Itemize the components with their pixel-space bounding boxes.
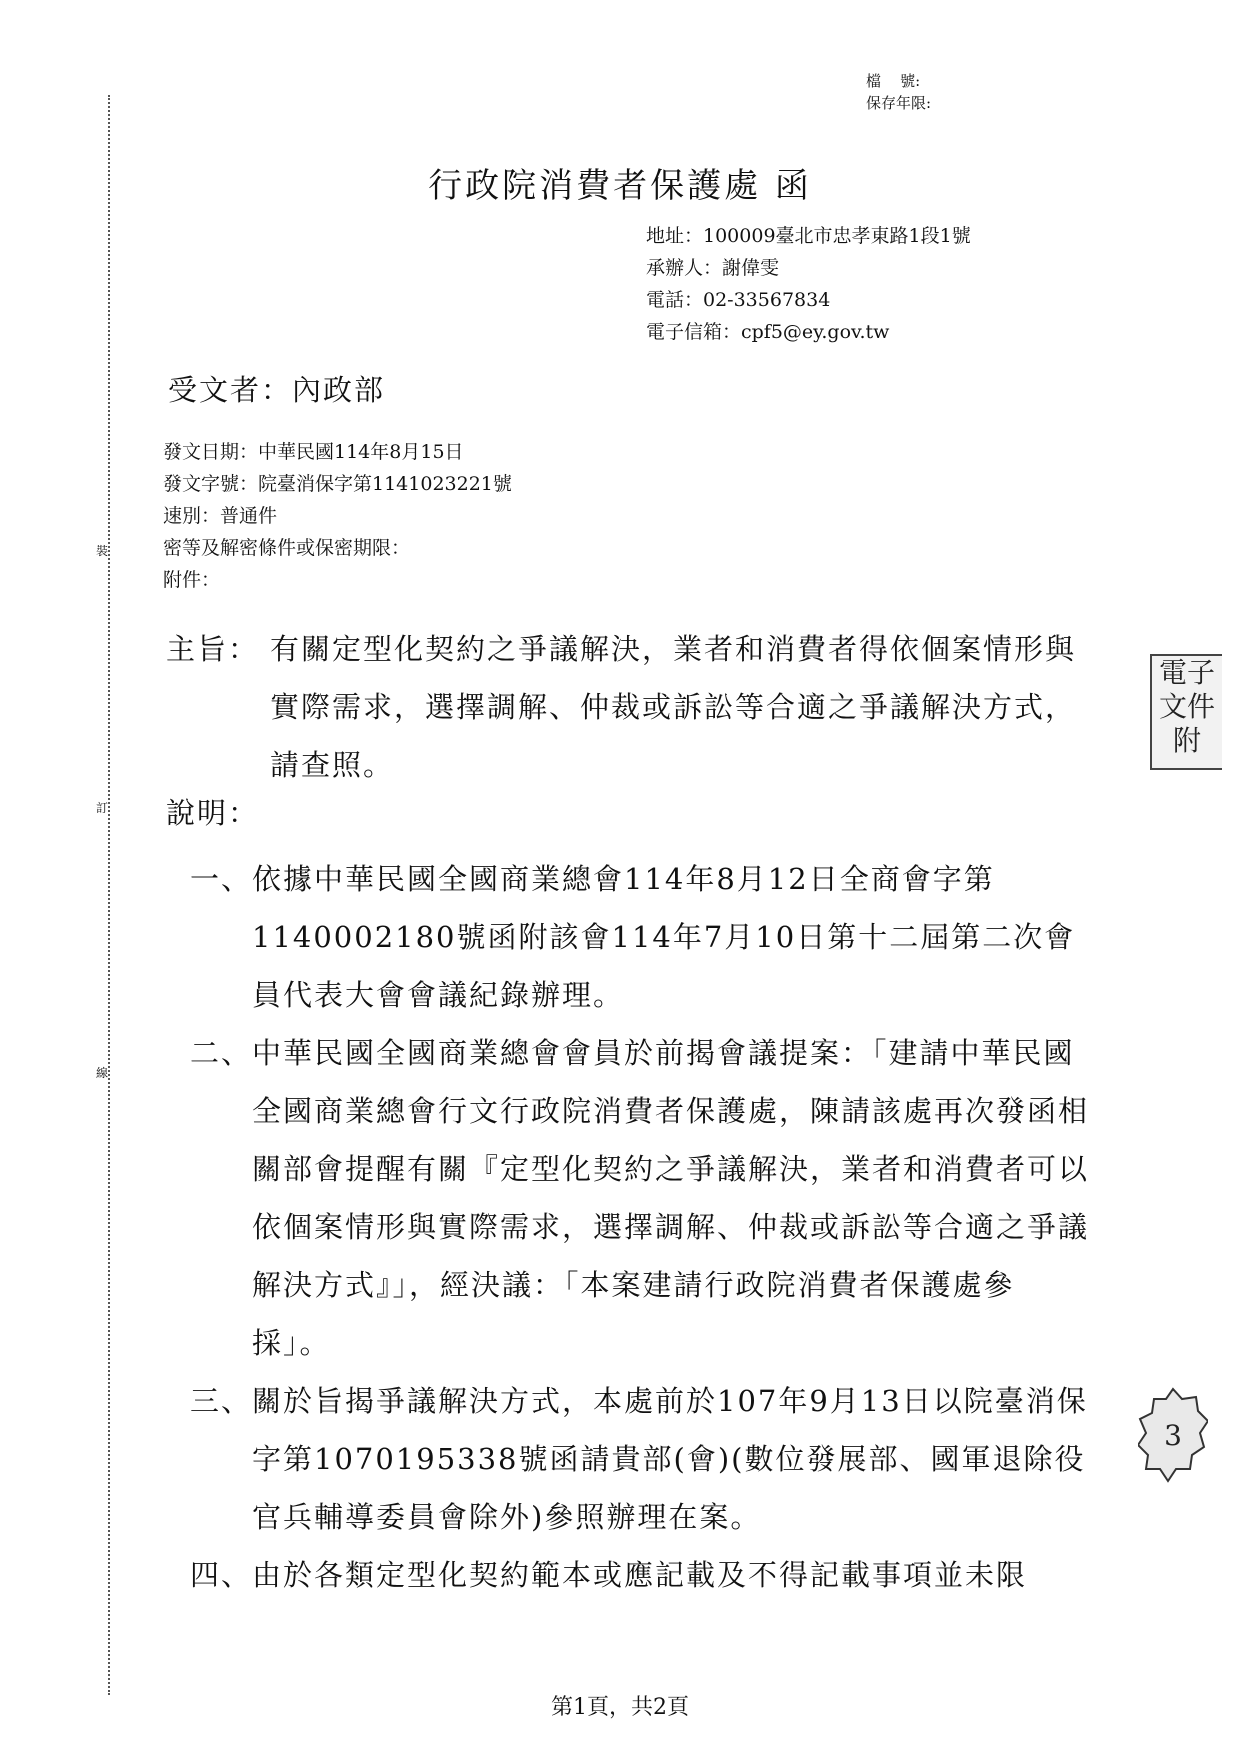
subject-section — [166, 620, 1096, 794]
explanation-item — [190, 850, 1090, 1024]
item-text: 關於旨揭爭議解決方式，本處前於107年9月13日以院臺消保字第1070195338號函請貴部(會)(數位發展部、國軍退除役官兵輔導委員會除外)參照辦理在案。 — [252, 1384, 1088, 1534]
page-footer: 第1頁，共2頁 — [551, 1695, 689, 1720]
sender-officer: 承辦人：謝偉雯 — [646, 257, 780, 279]
retention-period-label: 保存年限: — [866, 94, 932, 112]
sender-email: 電子信箱：cpf5@ey.gov.tw — [646, 321, 890, 343]
item-number: 三、 — [190, 1384, 253, 1418]
document-meta — [163, 436, 512, 596]
binding-mark-ding: 訂 — [96, 801, 109, 815]
subject-label: 主旨： — [166, 632, 260, 666]
page-seal-icon — [1138, 1385, 1208, 1495]
sender-phone: 電話：02-33567834 — [646, 289, 831, 311]
explanation-item — [190, 1546, 1090, 1604]
item-text: 依據中華民國全國商業總會114年8月12日全商會字第1140002180號函附該會114年7月10日第十二屆第二次會員代表大會會議紀錄辦理。 — [252, 862, 1076, 1012]
priority: 速別：普通件 — [163, 505, 278, 527]
item-number: 一、 — [190, 862, 253, 896]
item-text: 中華民國全國商業總會會員於前揭會議提案：「建請中華民國全國商業總會行文行政院消費者保護處，陳請該處再次發函相關部會提醒有關『定型化契約之爭議解決，業者和消費者可以依個案情形與實際需求，選擇調解、仲裁或訴訟等合適之爭議解決方式』」，經決議：「本案建請行政院消費者保護處參採」。 — [252, 1036, 1090, 1360]
explanation-item — [190, 1024, 1090, 1372]
filing-info — [866, 70, 931, 114]
item-text: 由於各類定型化契約範本或應記載及不得記載事項並未限 — [252, 1558, 1028, 1592]
subject-text: 有關定型化契約之爭議解決，業者和消費者得依個案情形與實際需求，選擇調解、仲裁或訴訟等合適之爭議解決方式，請查照。 — [270, 632, 1077, 782]
electronic-document-stamp: 電子 文件 附 — [1150, 654, 1222, 770]
recipient: 受文者：內政部 — [168, 373, 386, 407]
binding-mark-zhuang: 裝 — [96, 544, 109, 558]
binding-mark-xian: 線 — [96, 1066, 109, 1080]
sender-address: 地址：100009臺北市忠孝東路1段1號 — [646, 225, 971, 247]
attachments: 附件： — [163, 569, 221, 591]
seal-number: 3 — [1164, 1419, 1182, 1452]
item-number: 四、 — [190, 1558, 253, 1592]
explanation-label: 說明： — [166, 796, 260, 830]
issue-date: 發文日期：中華民國114年8月15日 — [163, 441, 464, 463]
item-number: 二、 — [190, 1036, 253, 1070]
binding-dotted-line — [108, 95, 110, 1695]
sender-info — [646, 220, 971, 348]
file-number-label: 檔 號: — [866, 72, 921, 90]
document-number: 發文字號：院臺消保字第1141023221號 — [163, 473, 512, 495]
explanation-item — [190, 1372, 1090, 1546]
classification: 密等及解密條件或保密期限： — [163, 537, 411, 559]
document-title: 行政院消費者保護處 函 — [428, 166, 812, 206]
